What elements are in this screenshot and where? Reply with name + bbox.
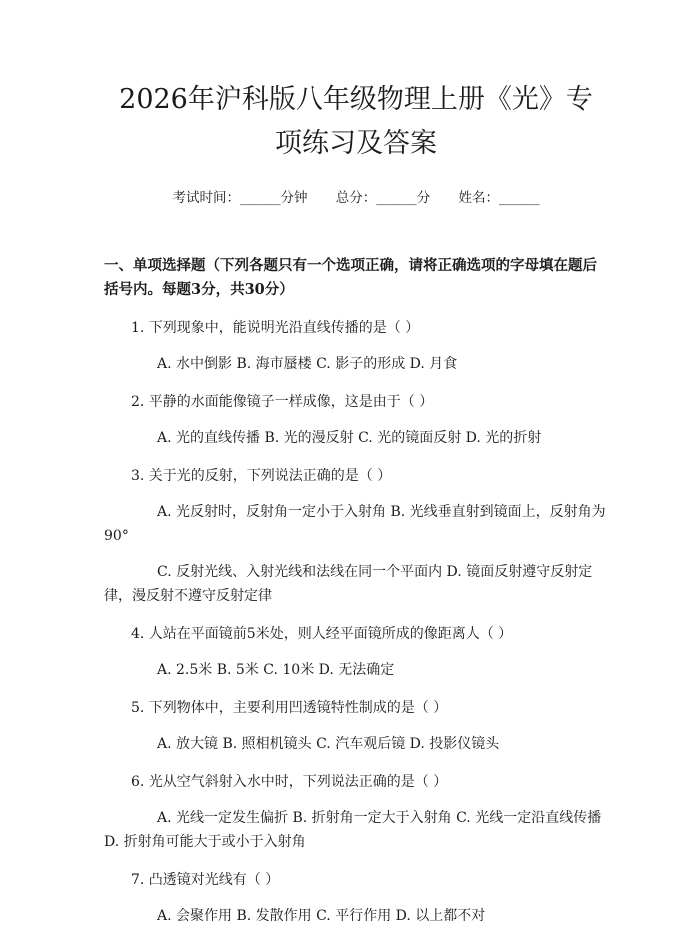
question-1-stem: 1. 下列现象中，能说明光沿直线传播的是（ ） xyxy=(131,320,420,336)
question-5-stem: 5. 下列物体中，主要利用凹透镜特性制成的是（ ） xyxy=(131,700,448,716)
question-3-options-cd: C. 反射光线、入射光线和法线在同一个平面内 D. 镜面反射遵守反射定律，漫反射不遵守反射定律 xyxy=(104,564,593,604)
question-3-stem: 3. 关于光的反射，下列说法正确的是（ ） xyxy=(131,468,392,484)
exam-meta xyxy=(104,188,608,208)
question-7-stem: 7. 凸透镜对光线有（ ） xyxy=(131,872,280,888)
total-score: 总分：______分 xyxy=(335,190,431,206)
exam-time: 考试时间：______分钟 xyxy=(172,190,308,206)
question-1-options: A. 水中倒影 B. 海市蜃楼 C. 影子的形成 D. 月食 xyxy=(157,356,458,372)
question-4-stem: 4. 人站在平面镜前5米处，则人经平面镜所成的像距离人（ ） xyxy=(131,626,513,642)
question-6-options: A. 光线一定发生偏折 B. 折射角一定大于入射角 C. 光线一定沿直线传播 D. 折射角可能大于或小于入射角 xyxy=(104,810,602,850)
question-2-options: A. 光的直线传播 B. 光的漫反射 C. 光的镜面反射 D. 光的折射 xyxy=(157,430,542,446)
question-list xyxy=(104,316,608,928)
question-6-stem: 6. 光从空气斜射入水中时，下列说法正确的是（ ） xyxy=(131,774,448,790)
section-heading: 一、单项选择题（下列各题只有一个选项正确，请将正确选项的字母填在题后括号内。每题3分，共30分） xyxy=(104,257,597,298)
student-name: 姓名：______ xyxy=(458,190,540,206)
question-7-options: A. 会聚作用 B. 发散作用 C. 平行作用 D. 以上都不对 xyxy=(157,908,486,924)
question-4-options: A. 2.5米 B. 5米 C. 10米 D. 无法确定 xyxy=(157,662,395,678)
question-2-stem: 2. 平静的水面能像镜子一样成像，这是由于（ ） xyxy=(131,394,434,410)
document-title: 2026年沪科版八年级物理上册《光》专项练习及答案 xyxy=(119,84,593,159)
question-5-options: A. 放大镜 B. 照相机镜头 C. 汽车观后镜 D. 投影仪镜头 xyxy=(157,736,500,752)
question-3-options-ab: A. 光反射时，反射角一定小于入射角 B. 光线垂直射到镜面上，反射角为90° xyxy=(104,504,606,544)
